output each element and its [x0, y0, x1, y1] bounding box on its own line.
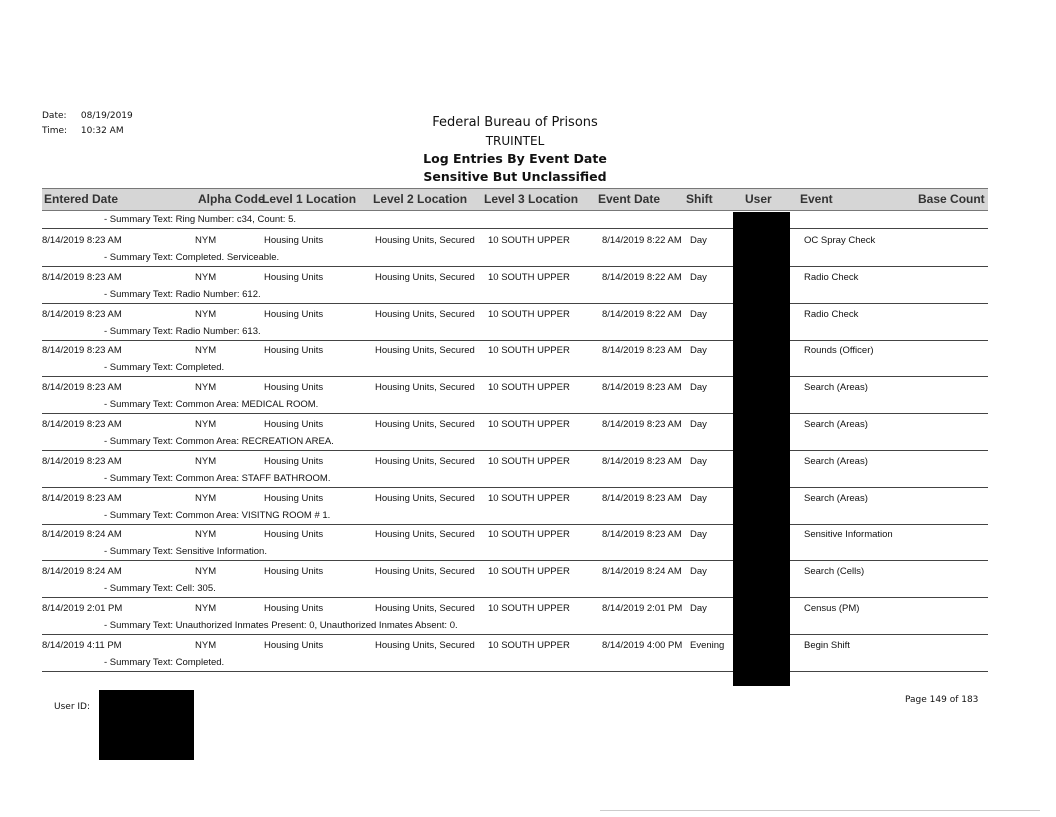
level2-cell: Housing Units, Secured: [375, 603, 475, 614]
entered-date-cell: 8/14/2019 8:24 AM: [42, 529, 122, 541]
summary-text: - Summary Text: Common Area: RECREATION AREA.: [104, 436, 334, 447]
event-cell: Search (Areas): [804, 419, 868, 430]
summary-text: - Summary Text: Completed.: [104, 362, 225, 374]
shift-cell: Day: [690, 603, 707, 614]
entered-date-cell: 8/14/2019 8:23 AM: [42, 492, 122, 504]
event-cell: Search (Areas): [804, 455, 868, 467]
entered-date-cell: 8/14/2019 8:23 AM: [42, 455, 122, 467]
event-date-cell: 8/14/2019 8:22 AM: [602, 235, 682, 246]
alpha-code-cell: NYM: [195, 639, 217, 651]
table-row: [42, 303, 988, 341]
level1-cell: Housing Units: [264, 603, 324, 614]
user-id-redaction: [99, 690, 194, 760]
org-title: Federal Bureau of Prisons: [432, 115, 598, 130]
level2-cell: Housing Units, Secured: [375, 419, 475, 430]
event-cell: Rounds (Officer): [804, 345, 874, 357]
event-date-cell: 8/14/2019 8:23 AM: [602, 345, 682, 357]
event-date-cell: 8/14/2019 8:22 AM: [602, 271, 682, 283]
level1-cell: Housing Units: [264, 639, 324, 651]
table-row: [42, 229, 988, 267]
alpha-code-cell: NYM: [195, 271, 217, 283]
summary-text: - Summary Text: Common Area: VISITNG ROOM # 1.: [104, 509, 331, 521]
event-date-cell: 8/14/2019 8:24 AM: [602, 566, 682, 578]
level2-cell: Housing Units, Secured: [375, 345, 475, 357]
entered-date-cell: 8/14/2019 8:23 AM: [42, 235, 122, 246]
entered-date-cell: 8/14/2019 8:24 AM: [42, 566, 122, 578]
level2-cell: Housing Units, Secured: [375, 308, 475, 320]
level3-cell: 10 SOUTH UPPER: [488, 271, 570, 283]
col-level3: Level 3 Location: [484, 192, 579, 206]
level2-cell: Housing Units, Secured: [375, 639, 475, 651]
redaction-box: [733, 212, 790, 686]
alpha-code-cell: NYM: [195, 419, 217, 430]
level2-cell: Housing Units, Secured: [375, 492, 475, 504]
user-id-label: User ID:: [54, 702, 90, 712]
level1-cell: Housing Units: [264, 235, 324, 246]
alpha-code-cell: NYM: [195, 492, 217, 504]
report-title: Log Entries By Event Date: [423, 151, 607, 166]
shift-cell: Day: [690, 382, 707, 394]
level2-cell: Housing Units, Secured: [375, 529, 475, 541]
level2-cell: Housing Units, Secured: [375, 271, 475, 283]
level1-cell: Housing Units: [264, 345, 324, 357]
summary-text: - Summary Text: Completed. Serviceable.: [104, 252, 280, 263]
col-level2: Level 2 Location: [373, 192, 468, 206]
date-label: Date:: [42, 111, 67, 121]
system-title: TRUINTEL: [485, 134, 545, 148]
shift-cell: Day: [690, 235, 707, 246]
summary-text: - Summary Text: Ring Number: c34, Count: 5.: [104, 214, 297, 225]
summary-text: - Summary Text: Common Area: STAFF BATHROOM.: [104, 472, 331, 484]
col-entered-date: Entered Date: [44, 192, 119, 206]
col-event-date: Event Date: [598, 192, 661, 206]
shift-cell: Day: [690, 419, 707, 430]
level3-cell: 10 SOUTH UPPER: [488, 639, 570, 651]
table-row: [42, 413, 988, 451]
level3-cell: 10 SOUTH UPPER: [488, 382, 570, 394]
col-shift: Shift: [686, 192, 713, 206]
event-cell: Census (PM): [804, 603, 860, 614]
shift-cell: Day: [690, 455, 707, 467]
table-row: [42, 634, 988, 672]
page-number: Page 149 of 183: [905, 695, 979, 705]
event-date-cell: 8/14/2019 8:23 AM: [602, 382, 682, 394]
level3-cell: 10 SOUTH UPPER: [488, 529, 570, 541]
shift-cell: Day: [690, 492, 707, 504]
entered-date-cell: 8/14/2019 8:23 AM: [42, 419, 122, 430]
scan-line: [600, 810, 1040, 811]
event-cell: Begin Shift: [804, 639, 850, 651]
time-value: 10:32 AM: [80, 126, 124, 136]
level1-cell: Housing Units: [264, 529, 324, 541]
level1-cell: Housing Units: [264, 419, 324, 430]
event-cell: Search (Cells): [804, 566, 865, 578]
alpha-code-cell: NYM: [195, 308, 217, 320]
alpha-code-cell: NYM: [195, 603, 217, 614]
level3-cell: 10 SOUTH UPPER: [488, 455, 570, 467]
event-cell: Search (Areas): [804, 492, 868, 504]
table-row: [42, 339, 988, 377]
level1-cell: Housing Units: [264, 566, 324, 578]
entered-date-cell: 8/14/2019 8:23 AM: [42, 382, 122, 394]
entered-date-cell: 8/14/2019 8:23 AM: [42, 345, 122, 357]
event-cell: Sensitive Information: [804, 529, 893, 541]
level2-cell: Housing Units, Secured: [375, 382, 475, 394]
shift-cell: Day: [690, 271, 707, 283]
table-row: [42, 266, 988, 304]
entered-date-cell: 8/14/2019 8:23 AM: [42, 271, 122, 283]
level3-cell: 10 SOUTH UPPER: [488, 419, 570, 430]
level2-cell: Housing Units, Secured: [375, 235, 475, 246]
level3-cell: 10 SOUTH UPPER: [488, 345, 570, 357]
alpha-code-cell: NYM: [195, 455, 217, 467]
date-value: 08/19/2019: [80, 111, 133, 121]
event-cell: Radio Check: [804, 308, 859, 320]
summary-text: - Summary Text: Sensitive Information.: [104, 546, 267, 558]
entered-date-cell: 8/14/2019 8:23 AM: [42, 308, 122, 320]
event-date-cell: 8/14/2019 8:22 AM: [602, 308, 682, 320]
event-date-cell: 8/14/2019 8:23 AM: [602, 419, 682, 430]
level2-cell: Housing Units, Secured: [375, 455, 475, 467]
col-level1: Level 1 Location: [262, 192, 357, 206]
table-row: [42, 523, 988, 561]
table-row: [42, 487, 988, 525]
table-header: [42, 188, 988, 211]
report-titles: [400, 114, 630, 186]
alpha-code-cell: NYM: [195, 529, 217, 541]
report-time: [42, 126, 124, 136]
summary-text: - Summary Text: Unauthorized Inmates Present: 0, Unauthorized Inmates Absent: 0.: [104, 620, 458, 631]
event-date-cell: 8/14/2019 8:23 AM: [602, 455, 682, 467]
shift-cell: Day: [690, 529, 707, 541]
table-row: [42, 376, 988, 414]
alpha-code-cell: NYM: [195, 235, 217, 246]
alpha-code-cell: NYM: [195, 345, 217, 357]
level1-cell: Housing Units: [264, 308, 324, 320]
col-base-count: Base Count: [918, 192, 985, 206]
shift-cell: Day: [690, 566, 707, 578]
col-user: User: [745, 192, 772, 206]
level1-cell: Housing Units: [264, 271, 324, 283]
event-date-cell: 8/14/2019 8:23 AM: [602, 529, 682, 541]
col-event: Event: [800, 192, 833, 206]
report-date: [42, 111, 133, 121]
level3-cell: 10 SOUTH UPPER: [488, 603, 570, 614]
table-row: [42, 450, 988, 488]
level3-cell: 10 SOUTH UPPER: [488, 566, 570, 578]
shift-cell: Day: [690, 308, 707, 320]
level3-cell: 10 SOUTH UPPER: [488, 308, 570, 320]
entered-date-cell: 8/14/2019 2:01 PM: [42, 603, 123, 614]
col-alpha-code: Alpha Code: [198, 192, 265, 206]
summary-text: - Summary Text: Radio Number: 613.: [104, 325, 261, 337]
event-cell: OC Spray Check: [804, 235, 876, 246]
alpha-code-cell: NYM: [195, 566, 217, 578]
event-cell: Radio Check: [804, 271, 859, 283]
event-date-cell: 8/14/2019 4:00 PM: [602, 639, 683, 651]
time-label: Time:: [42, 126, 68, 136]
summary-text: - Summary Text: Cell: 305.: [104, 583, 216, 595]
level1-cell: Housing Units: [264, 382, 324, 394]
alpha-code-cell: NYM: [195, 382, 217, 394]
table-row: [42, 560, 988, 598]
level3-cell: 10 SOUTH UPPER: [488, 492, 570, 504]
level3-cell: 10 SOUTH UPPER: [488, 235, 570, 246]
shift-cell: Day: [690, 345, 707, 357]
shift-cell: Evening: [690, 639, 725, 651]
event-date-cell: 8/14/2019 2:01 PM: [602, 603, 683, 614]
level1-cell: Housing Units: [264, 492, 324, 504]
summary-text: - Summary Text: Radio Number: 612.: [104, 288, 261, 300]
event-date-cell: 8/14/2019 8:23 AM: [602, 492, 682, 504]
level1-cell: Housing Units: [264, 455, 324, 467]
classification-title: Sensitive But Unclassified: [423, 169, 607, 184]
entered-date-cell: 8/14/2019 4:11 PM: [42, 639, 122, 651]
summary-text: - Summary Text: Common Area: MEDICAL ROOM.: [104, 399, 319, 411]
event-cell: Search (Areas): [804, 382, 868, 394]
table-row: [42, 597, 988, 635]
summary-text: - Summary Text: Completed.: [104, 656, 225, 668]
level2-cell: Housing Units, Secured: [375, 566, 475, 578]
